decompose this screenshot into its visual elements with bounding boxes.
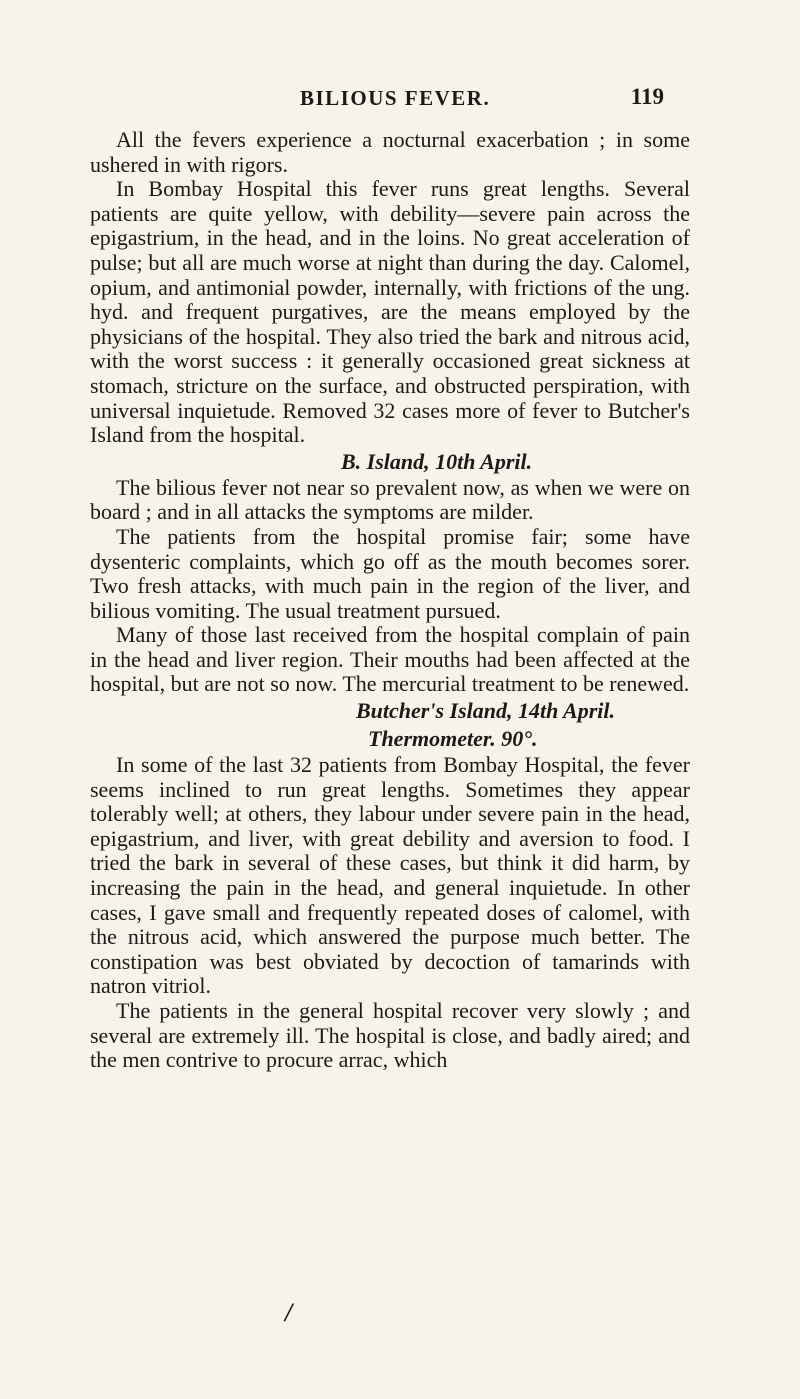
- stray-mark: /: [285, 1298, 293, 1327]
- paragraph-pain-head-liver: Many of those last received from the hospital complain of pain in the head and liver region. Their mouths had been affected at the hospital, but are not so now. The mercurial treatment to be renewed.: [90, 622, 690, 697]
- paragraph-patients-promise-fair: The patients from the hospital promise fair; some have dysenteric complaints, which go off as the mouth becomes sorer. Two fresh attacks, with much pain in the region of the liver, and bilious vomiting. The usual treatment pursued.: [90, 523, 690, 623]
- running-head: [250, 86, 670, 114]
- section-heading-10th-april: B. Island, 10th April.: [341, 448, 533, 474]
- section-heading-14th-april: Butcher's Island, 14th April.: [356, 698, 615, 724]
- body-text: [90, 128, 690, 1073]
- running-title: BILIOUS FEVER.: [300, 86, 491, 110]
- paragraph-bombay-hospital: In Bombay Hospital this fever runs great lengths. Several patients are quite yellow, with debility—severe pain across the epigastrium, in the head, and in the loins. No great acceleration of pulse; but all are much worse at night than during the day. Calomel, opium, and antimonial powder, internally, with frictions of the ung. hyd. and frequent purgatives, are the means employed by the physicians of the hospital. They also tried the bark and nitrous acid, with the worst success : it generally occasioned great sickness at stomach, stricture on the surface, and obstructed perspiration, with universal inquietude. Removed 32 cases more of fever to Butcher's Island from the hospital.: [90, 176, 690, 448]
- paragraph-general-hospital: The patients in the general hospital recover very slowly ; and several are extremely ill. The hospital is close, and badly aired; and the men contrive to procure arrac, which: [90, 998, 690, 1073]
- paragraph-nocturnal-exacerbation: All the fevers experience a nocturnal exacerbation ; in some ushered in with rigors.: [90, 127, 690, 177]
- paragraph-fever-less-prevalent: The bilious fever not near so prevalent now, as when we were on board ; and in all attacks the symptoms are milder.: [90, 474, 690, 525]
- paragraph-last-32-patients: In some of the last 32 patients from Bombay Hospital, the fever seems inclined to run great lengths. Sometimes they appear tolerably well; at others, they labour under severe pain in the head, epigastrium, and liver, with great debility and aversion to food. I tried the bark in several of these cases, but think it did harm, by increasing the pain in the head, and general inquietude. In other cases, I gave small and frequently repeated doses of calomel, with the nitrous acid, which answered the purpose much better. The constipation was best obviated by decoction of tamarinds with natron vitriol.: [90, 752, 690, 999]
- page-number: 119: [630, 84, 664, 109]
- thermometer-reading: Thermometer. 90°.: [368, 726, 538, 752]
